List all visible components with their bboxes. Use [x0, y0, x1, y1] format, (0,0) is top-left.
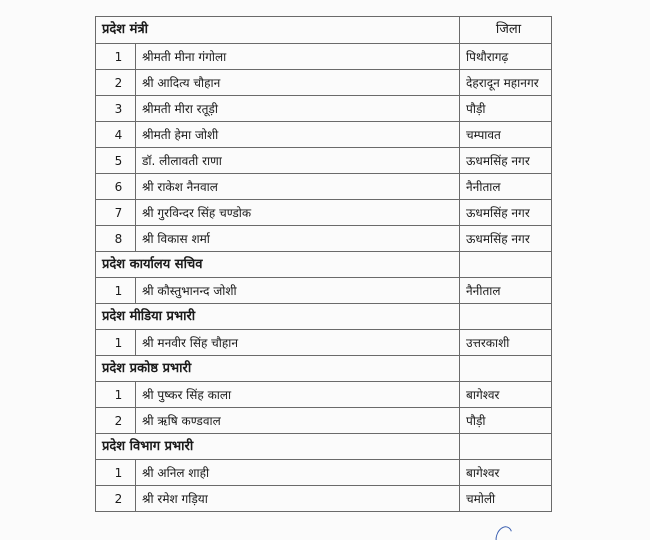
table-row — [96, 70, 552, 96]
district-name: बागेश्वर — [460, 382, 552, 408]
serial-number: 7 — [96, 200, 136, 226]
table-row — [96, 96, 552, 122]
member-name: श्री अनिल शाही — [136, 460, 460, 486]
table-row — [96, 486, 552, 512]
table-row — [96, 460, 552, 486]
member-name: श्रीमती मीरा रतूड़ी — [136, 96, 460, 122]
table-row — [96, 148, 552, 174]
serial-number: 1 — [96, 278, 136, 304]
district-name: ऊधमसिंह नगर — [460, 200, 552, 226]
section-title: प्रदेश मीडिया प्रभारी — [96, 304, 460, 330]
district-column-header — [460, 304, 552, 330]
serial-number: 8 — [96, 226, 136, 252]
section-title: प्रदेश कार्यालय सचिव — [96, 252, 460, 278]
district-name: चमोली — [460, 486, 552, 512]
table-row — [96, 122, 552, 148]
section-header-row — [96, 304, 552, 330]
district-name: नैनीताल — [460, 278, 552, 304]
table-row — [96, 330, 552, 356]
district-column-header: जिला — [460, 17, 552, 44]
serial-number: 2 — [96, 408, 136, 434]
district-name: ऊधमसिंह नगर — [460, 226, 552, 252]
section-header-row — [96, 17, 552, 44]
member-name: श्री राकेश नैनवाल — [136, 174, 460, 200]
serial-number: 2 — [96, 486, 136, 512]
district-name: पिथौरागढ़ — [460, 44, 552, 70]
district-name: बागेश्वर — [460, 460, 552, 486]
district-column-header — [460, 252, 552, 278]
district-name: उत्तरकाशी — [460, 330, 552, 356]
member-name: श्री रमेश गड़िया — [136, 486, 460, 512]
pen-mark — [493, 524, 516, 540]
district-column-header — [460, 434, 552, 460]
table-row — [96, 226, 552, 252]
district-name: पौड़ी — [460, 96, 552, 122]
serial-number: 1 — [96, 460, 136, 486]
member-name: श्री आदित्य चौहान — [136, 70, 460, 96]
district-name: पौड़ी — [460, 408, 552, 434]
member-name: श्री विकास शर्मा — [136, 226, 460, 252]
member-name: श्री ऋषि कण्डवाल — [136, 408, 460, 434]
section-title: प्रदेश प्रकोष्ठ प्रभारी — [96, 356, 460, 382]
district-name: चम्पावत — [460, 122, 552, 148]
district-name: नैनीताल — [460, 174, 552, 200]
table-row — [96, 408, 552, 434]
table-row — [96, 174, 552, 200]
section-title: प्रदेश मंत्री — [96, 17, 460, 44]
table-row — [96, 200, 552, 226]
table-row — [96, 44, 552, 70]
district-name: देहरादून महानगर — [460, 70, 552, 96]
section-header-row — [96, 434, 552, 460]
serial-number: 1 — [96, 330, 136, 356]
table-body — [96, 17, 552, 512]
member-name: श्रीमती हेमा जोशी — [136, 122, 460, 148]
member-name: श्री मनवीर सिंह चौहान — [136, 330, 460, 356]
serial-number: 2 — [96, 70, 136, 96]
member-name: श्री गुरविन्दर सिंह चण्डोक — [136, 200, 460, 226]
serial-number: 1 — [96, 382, 136, 408]
section-header-row — [96, 252, 552, 278]
table-row — [96, 382, 552, 408]
member-name: श्रीमती मीना गंगोला — [136, 44, 460, 70]
member-name: डॉ. लीलावती राणा — [136, 148, 460, 174]
member-name: श्री कौस्तुभानन्द जोशी — [136, 278, 460, 304]
office-bearers-table — [95, 16, 552, 512]
district-name: ऊधमसिंह नगर — [460, 148, 552, 174]
serial-number: 5 — [96, 148, 136, 174]
table-row — [96, 278, 552, 304]
serial-number: 1 — [96, 44, 136, 70]
serial-number: 6 — [96, 174, 136, 200]
member-name: श्री पुष्कर सिंह काला — [136, 382, 460, 408]
section-header-row — [96, 356, 552, 382]
district-column-header — [460, 356, 552, 382]
section-title: प्रदेश विभाग प्रभारी — [96, 434, 460, 460]
serial-number: 4 — [96, 122, 136, 148]
serial-number: 3 — [96, 96, 136, 122]
